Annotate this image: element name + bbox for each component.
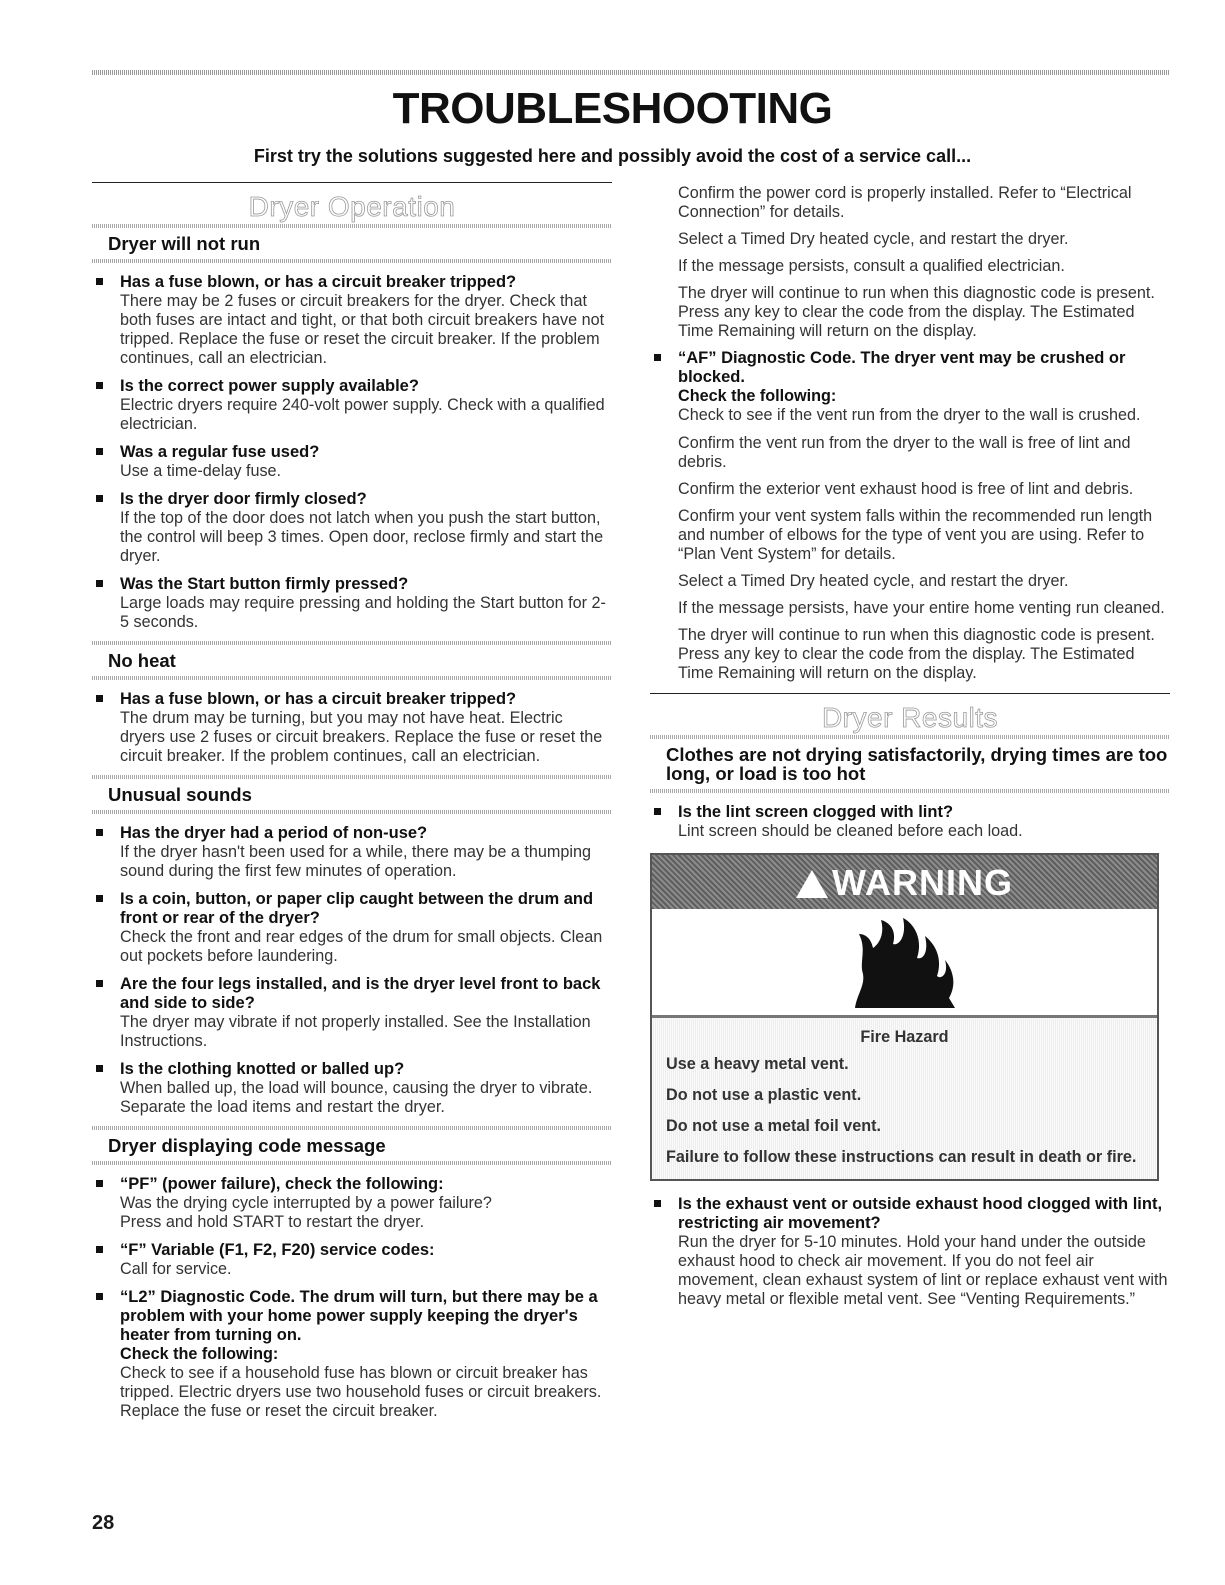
- list-item: [92, 1060, 612, 1117]
- list-item: [650, 349, 1170, 425]
- warning-header: [652, 855, 1157, 909]
- question: Has a fuse blown, or has a circuit breaker tripped?: [120, 690, 517, 708]
- warning-line: Use a heavy metal vent.: [666, 1055, 849, 1073]
- answer: There may be 2 fuses or circuit breakers for the dryer. Check that both fuses are intact and tight, or that both circuit breakers have not tripped. Replace the fuse or reset the circuit breaker. If the problem continues, call an electrician.: [120, 292, 605, 367]
- question: “AF” Diagnostic Code. The dryer vent may be crushed or blocked.: [678, 349, 1126, 386]
- answer: Check the front and rear edges of the drum for small objects. Clean out pockets before laundering.: [120, 928, 603, 965]
- list-item: [92, 824, 612, 881]
- answer: Check to see if the vent run from the dryer to the wall is crushed.: [678, 406, 1141, 424]
- question: Is the exhaust vent or outside exhaust hood clogged with lint, restricting air movement?: [678, 1195, 1163, 1232]
- question: Is a coin, button, or paper clip caught between the drum and front or rear of the dryer?: [120, 890, 594, 927]
- item-list: [650, 1195, 1170, 1309]
- divider: [92, 810, 612, 814]
- question: Is the correct power supply available?: [120, 377, 419, 395]
- bullet-icon: [96, 1065, 103, 1072]
- divider: [650, 789, 1170, 793]
- paragraph: If the message persists, have your entire home venting run cleaned.: [678, 599, 1165, 617]
- answer: The drum may be turning, but you may not have heat. Electric dryers use 2 fuses or circuit breakers. Replace the fuse or reset the circuit breaker. If the problem continues, call an electrician.: [120, 709, 603, 765]
- question: Was a regular fuse used?: [120, 443, 320, 461]
- left-column: [92, 182, 612, 1430]
- answer: The dryer may vibrate if not properly installed. See the Installation Instructions.: [120, 1013, 591, 1050]
- item-list: [92, 824, 612, 1117]
- warning-triangle-icon: [796, 870, 828, 898]
- bullet-icon: [96, 382, 103, 389]
- list-item: [92, 1241, 612, 1279]
- list-item: [92, 690, 612, 766]
- question: Are the four legs installed, and is the dryer level front to back and side to side?: [120, 975, 601, 1012]
- divider: [92, 1161, 612, 1165]
- answer: Lint screen should be cleaned before each load.: [678, 822, 1023, 840]
- subheading-code-message: Dryer displaying code message: [108, 1135, 386, 1156]
- bullet-icon: [96, 278, 103, 285]
- divider: [92, 259, 612, 263]
- answer: When balled up, the load will bounce, causing the dryer to vibrate. Separate the load items and restart the dryer.: [120, 1079, 593, 1116]
- subheading-not-drying: Clothes are not drying satisfactorily, drying times are too long, or load is too hot: [666, 744, 1168, 784]
- section-title-dryer-results: Dryer Results: [821, 702, 999, 733]
- bullet-icon: [96, 1180, 103, 1187]
- right-column: [650, 184, 1170, 1318]
- question: “L2” Diagnostic Code. The drum will turn, but there may be a problem with your home power supply keeping the dryer's heater from turning on.: [120, 1288, 598, 1344]
- list-item: [92, 377, 612, 434]
- answer: Was the drying cycle interrupted by a power failure?: [120, 1194, 492, 1212]
- bullet-icon: [96, 1293, 103, 1300]
- question: Has a fuse blown, or has a circuit breaker tripped?: [120, 273, 517, 291]
- check-label: Check the following:: [120, 1345, 279, 1363]
- page-title: TROUBLESHOOTING: [392, 84, 833, 133]
- answer: Check to see if a household fuse has blown or circuit breaker has tripped. Electric dryers use two household fuses or circuit breakers. Replace the fuse or reset the circuit breaker.: [120, 1364, 602, 1420]
- page-subtitle: First try the solutions suggested here and possibly avoid the cost of a service call...: [253, 146, 972, 166]
- paragraph: Select a Timed Dry heated cycle, and restart the dryer.: [678, 230, 1069, 248]
- bullet-icon: [96, 895, 103, 902]
- bullet-icon: [96, 495, 103, 502]
- subheading-unusual-sounds: Unusual sounds: [108, 784, 252, 805]
- bullet-icon: [96, 829, 103, 836]
- item-list: [92, 1175, 612, 1421]
- warning-body: [652, 1018, 1157, 1179]
- question: Is the clothing knotted or balled up?: [120, 1060, 405, 1078]
- bullet-icon: [654, 354, 661, 361]
- question: “F” Variable (F1, F2, F20) service codes:: [120, 1241, 435, 1259]
- answer: Large loads may require pressing and holding the Start button for 2-5 seconds.: [120, 594, 606, 631]
- bullet-icon: [96, 580, 103, 587]
- item-list: [650, 349, 1170, 425]
- section-rule: [92, 182, 612, 183]
- item-list: [92, 273, 612, 632]
- paragraph: Confirm your vent system falls within the recommended run length and number of elbows for the type of vent you are using. Refer to “Plan Vent System” for details.: [678, 507, 1153, 563]
- question: Was the Start button firmly pressed?: [120, 575, 409, 593]
- question: “PF” (power failure), check the following:: [120, 1175, 444, 1193]
- warning-box: [650, 853, 1159, 1181]
- answer: Call for service.: [120, 1260, 232, 1278]
- divider: [92, 676, 612, 680]
- list-item: [92, 1288, 612, 1421]
- list-item: [650, 803, 1170, 841]
- paragraph: The dryer will continue to run when this diagnostic code is present. Press any key to clear the code from the display. The Estimated Time Remaining will return on the display.: [678, 626, 1155, 682]
- top-rule: [92, 70, 1170, 75]
- bullet-icon: [96, 980, 103, 987]
- list-item: [92, 490, 612, 566]
- question: Is the dryer door firmly closed?: [120, 490, 367, 508]
- list-item: [92, 975, 612, 1051]
- item-list: [92, 690, 612, 766]
- check-label: Check the following:: [678, 387, 837, 405]
- fire-hazard-area: [652, 909, 1157, 1018]
- answer: Use a time-delay fuse.: [120, 462, 282, 480]
- subheading-will-not-run: Dryer will not run: [108, 233, 261, 254]
- section-title-dryer-operation: Dryer Operation: [248, 191, 456, 222]
- bullet-icon: [96, 1246, 103, 1253]
- hazard-title: Fire Hazard: [860, 1028, 949, 1046]
- question: Has the dryer had a period of non-use?: [120, 824, 428, 842]
- list-item: [650, 1195, 1170, 1309]
- answer: If the dryer hasn't been used for a while, there may be a thumping sound during the first few minutes of operation.: [120, 843, 592, 880]
- list-item: [92, 443, 612, 481]
- item-list: [650, 803, 1170, 841]
- list-item: [92, 273, 612, 368]
- question: Is the lint screen clogged with lint?: [678, 803, 954, 821]
- paragraph: Confirm the exterior vent exhaust hood is free of lint and debris.: [678, 480, 1134, 498]
- paragraph: Confirm the vent run from the dryer to the wall is free of lint and debris.: [678, 434, 1131, 471]
- paragraph: If the message persists, consult a qualified electrician.: [678, 257, 1065, 275]
- paragraph: The dryer will continue to run when this diagnostic code is present. Press any key to clear the code from the display. The Estimated Time Remaining will return on the display.: [678, 284, 1155, 340]
- fire-hazard-icon: [845, 914, 965, 1010]
- list-item: [92, 890, 612, 966]
- warning-line: Do not use a plastic vent.: [666, 1086, 862, 1104]
- answer: Run the dryer for 5-10 minutes. Hold your hand under the outside exhaust hood to check air movement. If you do not feel air movement, clean exhaust system of lint or replace exhaust vent with heavy metal or flexible metal vent. See “Venting Requirements.”: [678, 1233, 1168, 1308]
- answer: Press and hold START to restart the dryer.: [120, 1213, 425, 1231]
- paragraph: Select a Timed Dry heated cycle, and restart the dryer.: [678, 572, 1069, 590]
- warning-title: WARNING: [832, 861, 1013, 903]
- paragraph: Confirm the power cord is properly installed. Refer to “Electrical Connection” for details.: [678, 184, 1132, 221]
- warning-line: Do not use a metal foil vent.: [666, 1117, 881, 1135]
- bullet-icon: [96, 448, 103, 455]
- section-rule: [650, 693, 1170, 694]
- answer: If the top of the door does not latch when you push the start button, the control will beep 3 times. Open door, reclose firmly and start the dryer.: [120, 509, 604, 565]
- page-number: 28: [92, 1512, 115, 1534]
- answer: Electric dryers require 240-volt power supply. Check with a qualified electrician.: [120, 396, 605, 433]
- bullet-icon: [654, 808, 661, 815]
- warning-line: Failure to follow these instructions can result in death or fire.: [666, 1148, 1137, 1166]
- bullet-icon: [654, 1200, 661, 1207]
- bullet-icon: [96, 695, 103, 702]
- subheading-no-heat: No heat: [108, 650, 176, 671]
- list-item: [92, 1175, 612, 1232]
- list-item: [92, 575, 612, 632]
